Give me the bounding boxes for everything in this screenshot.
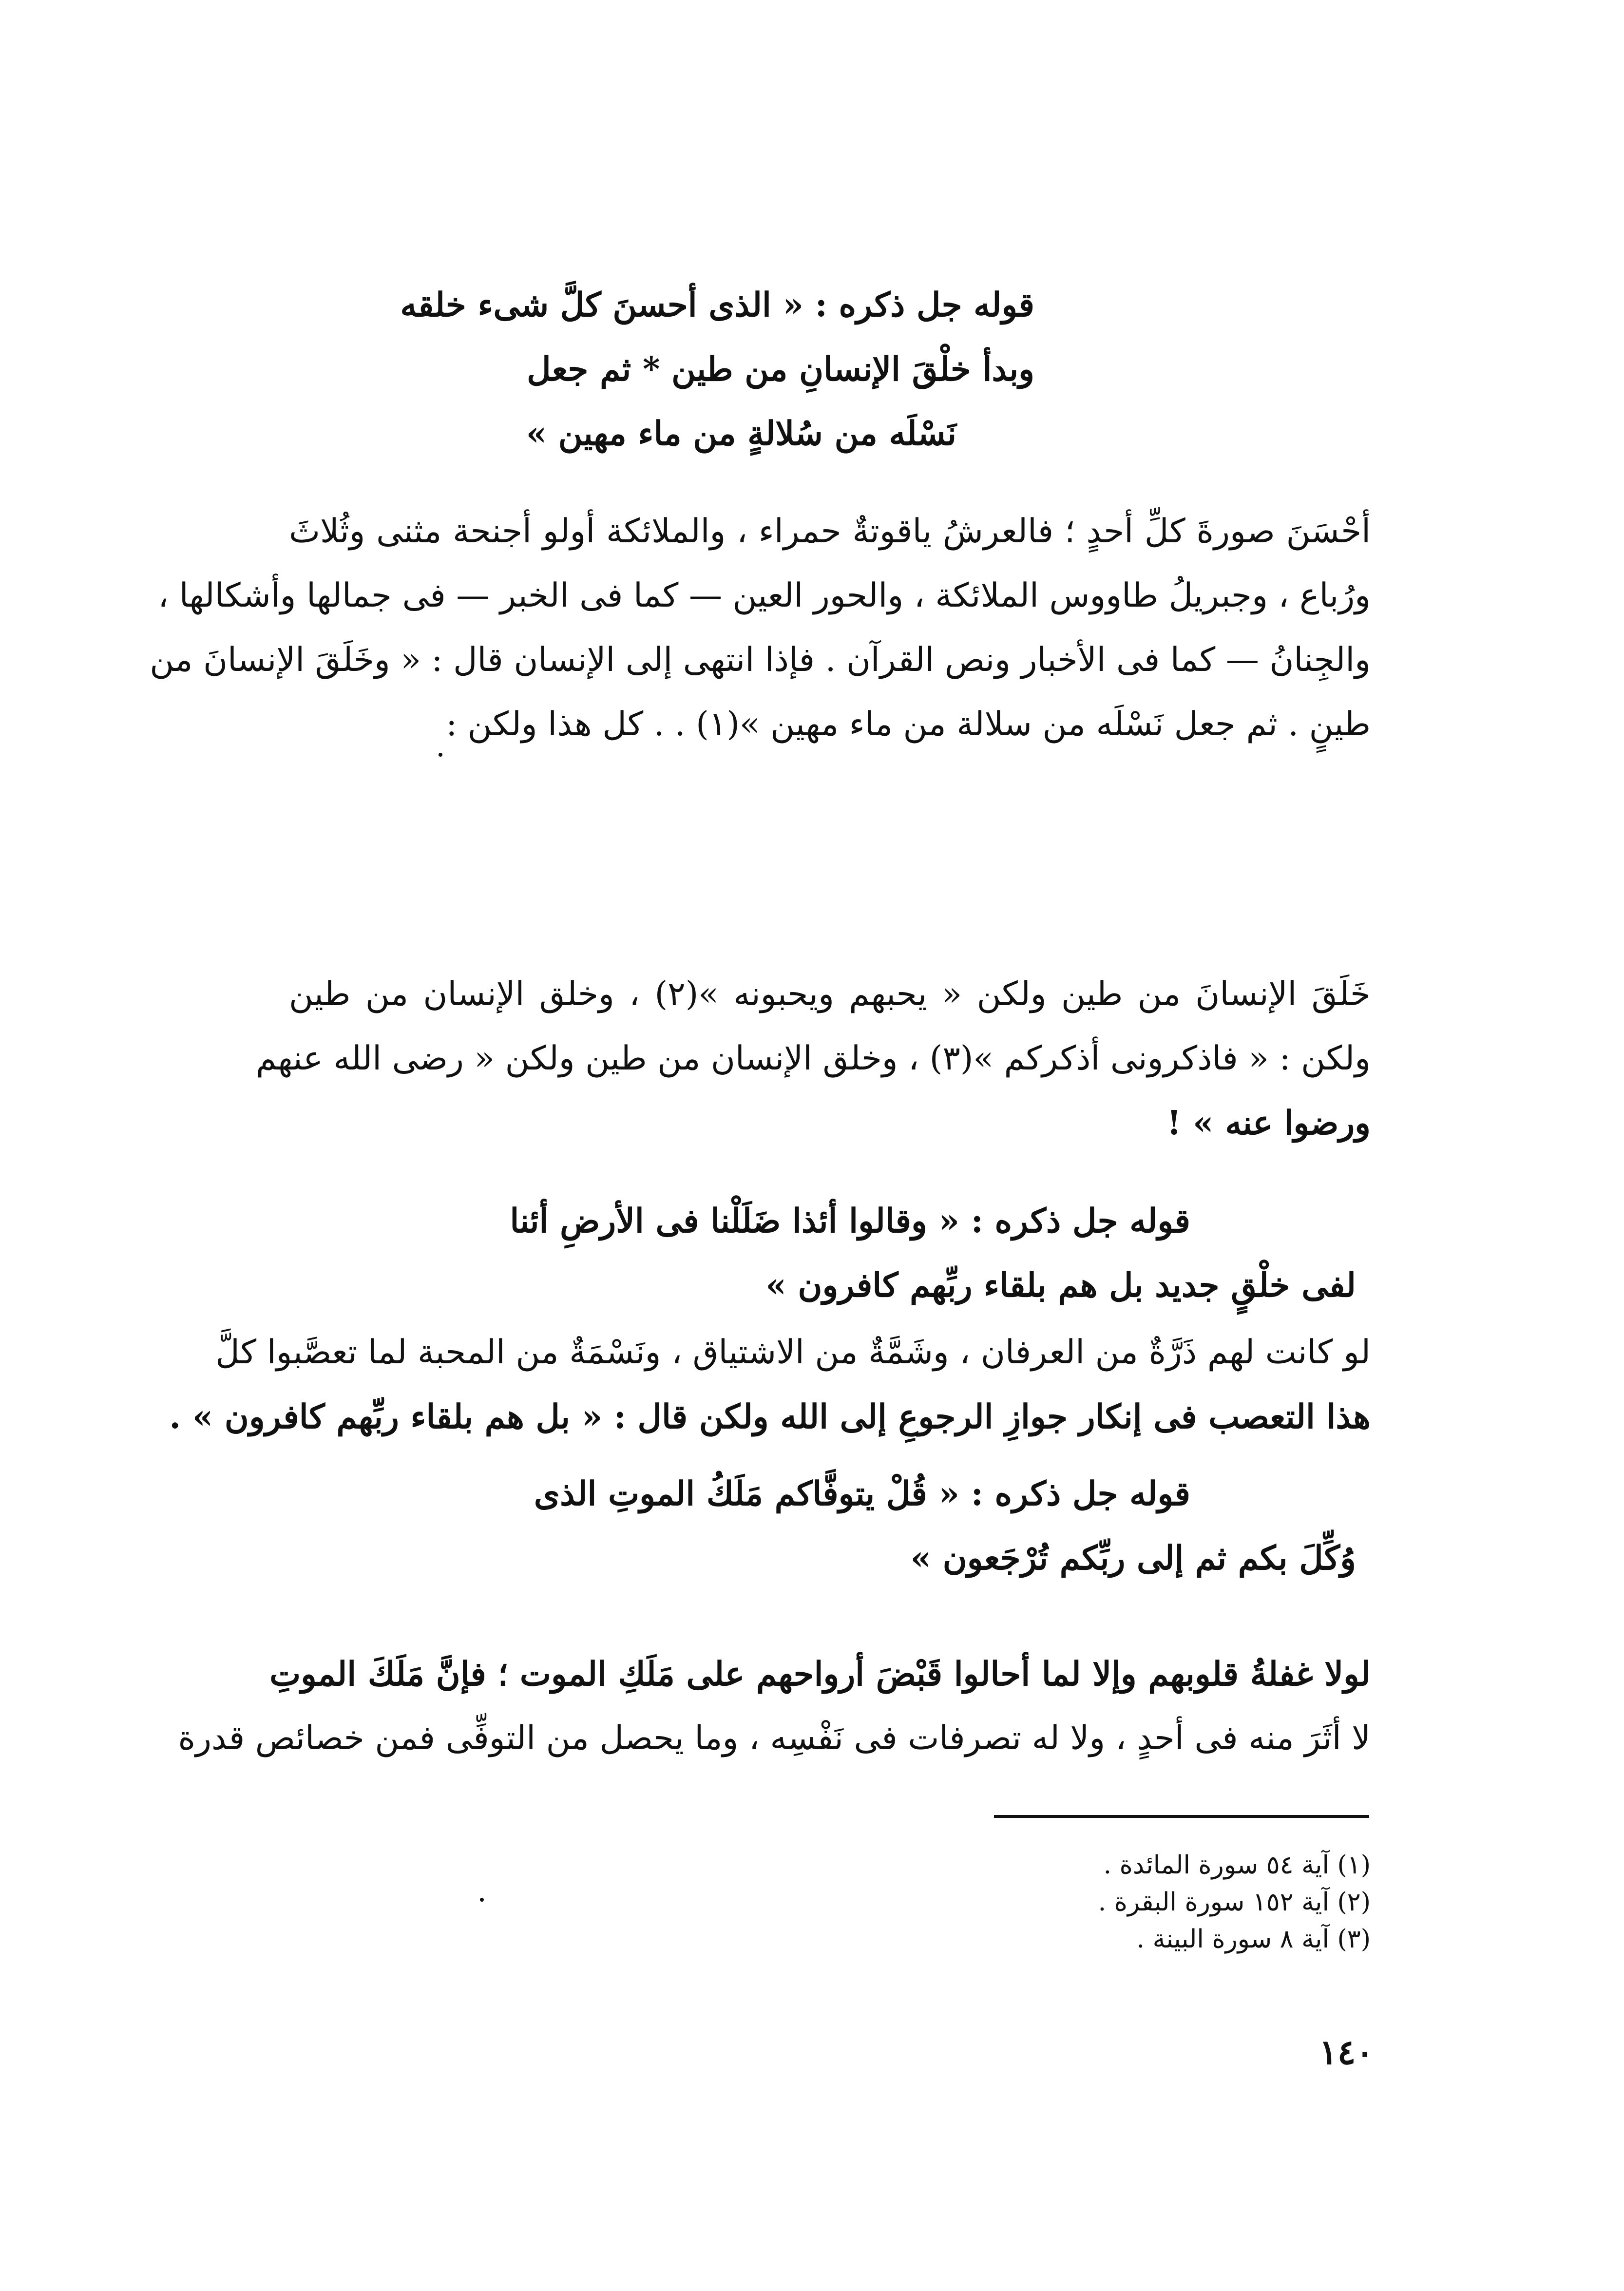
paragraph-line: هذا التعصب فى إنكار جوازِ الرجوعِ إلى الله ولكن قال : « بل هم بلقاء ربِّهم كافرون » .	[169, 1397, 1371, 1436]
commentary-paragraph-2	[256, 962, 1371, 1155]
paragraph-line: ورُباع ، وجبريلُ طاووس الملائكة ، والحور العين — كما فى الخبر — فى جمالها وأشكالها ،	[158, 576, 1371, 615]
print-speck	[439, 753, 442, 757]
verse-line: قوله جل ذكره : « قُلْ يتوفَّاكم مَلَكُ الموتِ الذى	[534, 1474, 1190, 1513]
verse-line: نَسْلَه من سُلالةٍ من ماء مهين »	[526, 414, 956, 453]
paragraph-line: ورضوا عنه » !	[1166, 1104, 1371, 1143]
paragraph-line: ولكن : « فاذكرونى أذكركم »(٣) ، وخلق الإنسان من طين ولكن « رضى الله عنهم	[256, 1039, 1371, 1078]
footnote-1: (١) آية ٥٤ سورة المائدة .	[1103, 1851, 1371, 1880]
commentary-paragraph-4	[178, 1642, 1371, 1771]
footnote-3: (٣) آية ٨ سورة البينة .	[1136, 1925, 1371, 1954]
verse-heading-2	[284, 1189, 1356, 1317]
paragraph-line: لولا غفلةُ قلوبهم وإلا لما أحالوا قَبْضَ أرواحهم على مَلَكِ الموت ؛ فإنَّ مَلَكَ الموتِ	[269, 1655, 1371, 1694]
verse-heading-3	[284, 1462, 1356, 1590]
footnote-2: (٢) آية ١٥٢ سورة البقرة .	[1098, 1888, 1371, 1917]
paragraph-line: أحْسَنَ صورةَ كلِّ أحدٍ ؛ فالعرشُ ياقوتةٌ حمراء ، والملائكة أولو أجنحة مثنى وثُلاثَ	[289, 512, 1371, 551]
paragraph-line: طينٍ . ثم جعل نَسْلَه من سلالة من ماء مهين »(١) . . كل هذا ولكن :	[446, 705, 1371, 744]
verse-line: لفى خلْقٍ جديد بل هم بلقاء ربِّهم كافرون »	[765, 1266, 1356, 1305]
verse-line: قوله جل ذكره : « وقالوا أئذا ضَلَلْنا فى الأرضِ أئنا	[510, 1202, 1190, 1241]
paragraph-line: والجِنانُ — كما فى الأخبار ونص القرآن . فإذا انتهى إلى الإنسان قال : « وخَلَقَ الإنسانَ من	[150, 641, 1371, 679]
paragraph-line: لو كانت لهم ذَرَّةٌ من العرفان ، وشَمَّةٌ من الاشتياق ، ونَسْمَةٌ من المحبة لما تعصَّبوا كلَّ	[215, 1333, 1371, 1372]
footnotes	[786, 1847, 1371, 1958]
commentary-paragraph-3	[169, 1320, 1371, 1449]
paragraph-line: خَلَقَ الإنسانَ من طين ولكن « يحبهم ويحبونه »(٢) ، وخلق الإنسان من طين	[289, 975, 1371, 1013]
footnote-rule	[994, 1815, 1369, 1818]
verse-heading-1	[304, 273, 1034, 466]
print-speck	[480, 1898, 484, 1902]
verse-line: وُكِّلَ بكم ثم إلى ربِّكم تُرْجَعون »	[910, 1539, 1356, 1578]
page-number: ١٤٠	[1319, 2032, 1374, 2072]
verse-line: قوله جل ذكره : « الذى أحسنَ كلَّ شىء خلقه	[400, 286, 1034, 325]
paragraph-line: لا أثَرَ منه فى أحدٍ ، ولا له تصرفات فى نَفْسِه ، وما يحصل من التوفِّى فمن خصائص قدرة	[178, 1719, 1371, 1757]
commentary-paragraph-1	[150, 499, 1371, 757]
verse-line: وبدأ خلْقَ الإنسانِ من طين * ثم جعل	[527, 350, 1034, 389]
